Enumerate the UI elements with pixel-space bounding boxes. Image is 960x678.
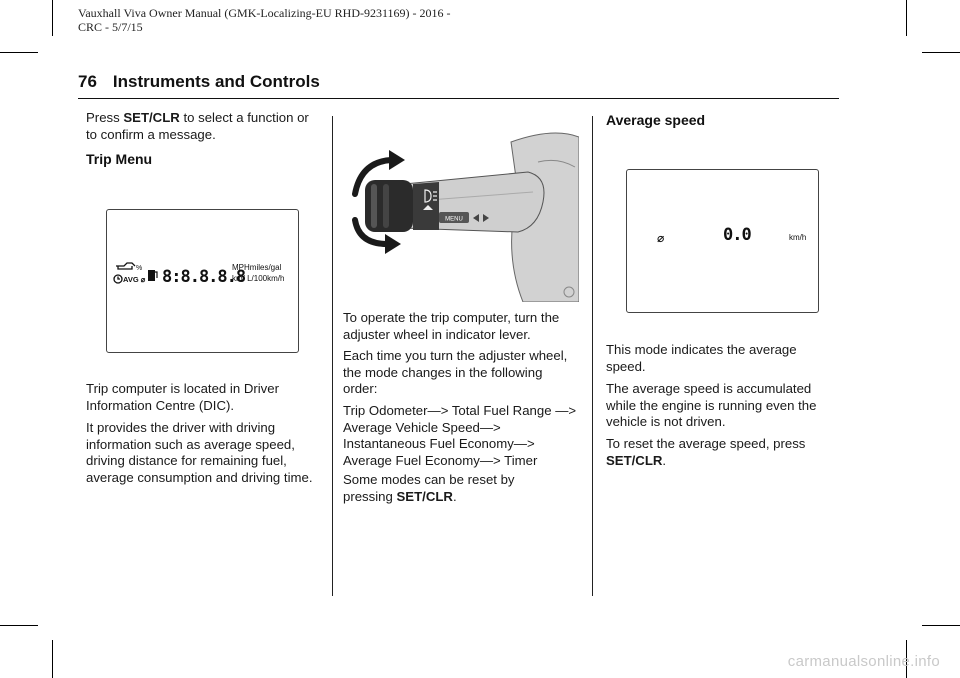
section-title: Instruments and Controls [112,72,320,91]
average-speed-heading: Average speed [606,112,706,128]
header-line-2: CRC - 5/7/15 [78,20,143,34]
col3-paragraph-3 [606,436,836,469]
trip-display-panel [106,209,299,353]
col3-paragraph-1: This mode indicates the average speed. [606,342,797,374]
menu-label: MENU [445,216,463,223]
crop-mark [906,0,907,36]
crop-mark [922,52,960,53]
crop-mark [52,640,53,678]
speed-unit: km/h [789,233,807,242]
intro-text: Press [86,110,124,125]
segment-digits: 8:8.8.8.8 [162,267,246,287]
col2-paragraph-3: Trip Odometer—> Total Fuel Range —> Average Vehicle Speed—> Instantaneous Fuel Economy—> Average Fuel Economy—> Timer [343,403,577,468]
clock-icon [114,275,122,283]
average-symbol: ⌀ [657,231,665,245]
page-title [78,72,320,92]
col2-paragraph-1: To operate the trip computer, turn the adjuster wheel in indicator lever. [343,310,560,342]
col2-paragraph-2: Each time you turn the adjuster wheel, the mode changes in the following order: [343,348,568,396]
col2-paragraph-4 [343,472,563,505]
page-number: 76 [78,72,97,91]
fuel-pump-icon [148,270,157,281]
set-clr-label: SET/CLR [606,452,663,468]
reset-instruction-end: . [662,452,667,468]
header-line-1: Vauxhall Viva Owner Manual (GMK-Localizing-EU RHD-9231169) - 2016 - [78,6,451,20]
units-top: MPHmiles/gal [232,263,282,272]
speed-value: 0.0 [723,225,751,245]
intro-paragraph [86,110,322,143]
reset-text-end: . [452,488,457,504]
trip-menu-heading: Trip Menu [86,151,153,167]
lever-graphic [343,132,579,302]
set-clr-label: SET/CLR [123,110,180,125]
percent-symbol: % [136,265,143,272]
set-clr-label: SET/CLR [396,488,453,504]
avg-speed-graphic [627,170,818,312]
oil-icon [116,263,135,269]
average-speed-display [626,169,819,313]
intro-text-end: to select a function or to confirm a message. [86,110,309,142]
crop-mark [922,625,960,626]
col3-paragraph-2: The average speed is accumulated while the engine is running even the vehicle is not driven. [606,381,817,429]
units-bottom: km/ L/100km/h [232,274,285,283]
watermark: carmanualsonline.info [787,653,940,670]
crop-mark [0,625,38,626]
column-divider [332,116,333,596]
reset-text: Some modes can be reset by pressing [343,472,515,504]
column-divider [592,116,593,596]
reset-instruction: To reset the average speed, press [606,436,806,451]
crop-mark [52,0,53,36]
col1-paragraph-1: Trip computer is located in Driver Information Centre (DIC). [86,381,279,413]
trip-display-graphic [107,210,298,352]
avg-label: AVG ⌀ [123,275,146,284]
title-rule [78,98,839,99]
running-header [78,6,451,34]
crop-mark [0,52,38,53]
indicator-lever-illustration [343,132,579,302]
col1-paragraph-2: It provides the driver with driving information such as average speed, driving distance for remaining fuel, average consumption and driving time. [86,420,313,485]
